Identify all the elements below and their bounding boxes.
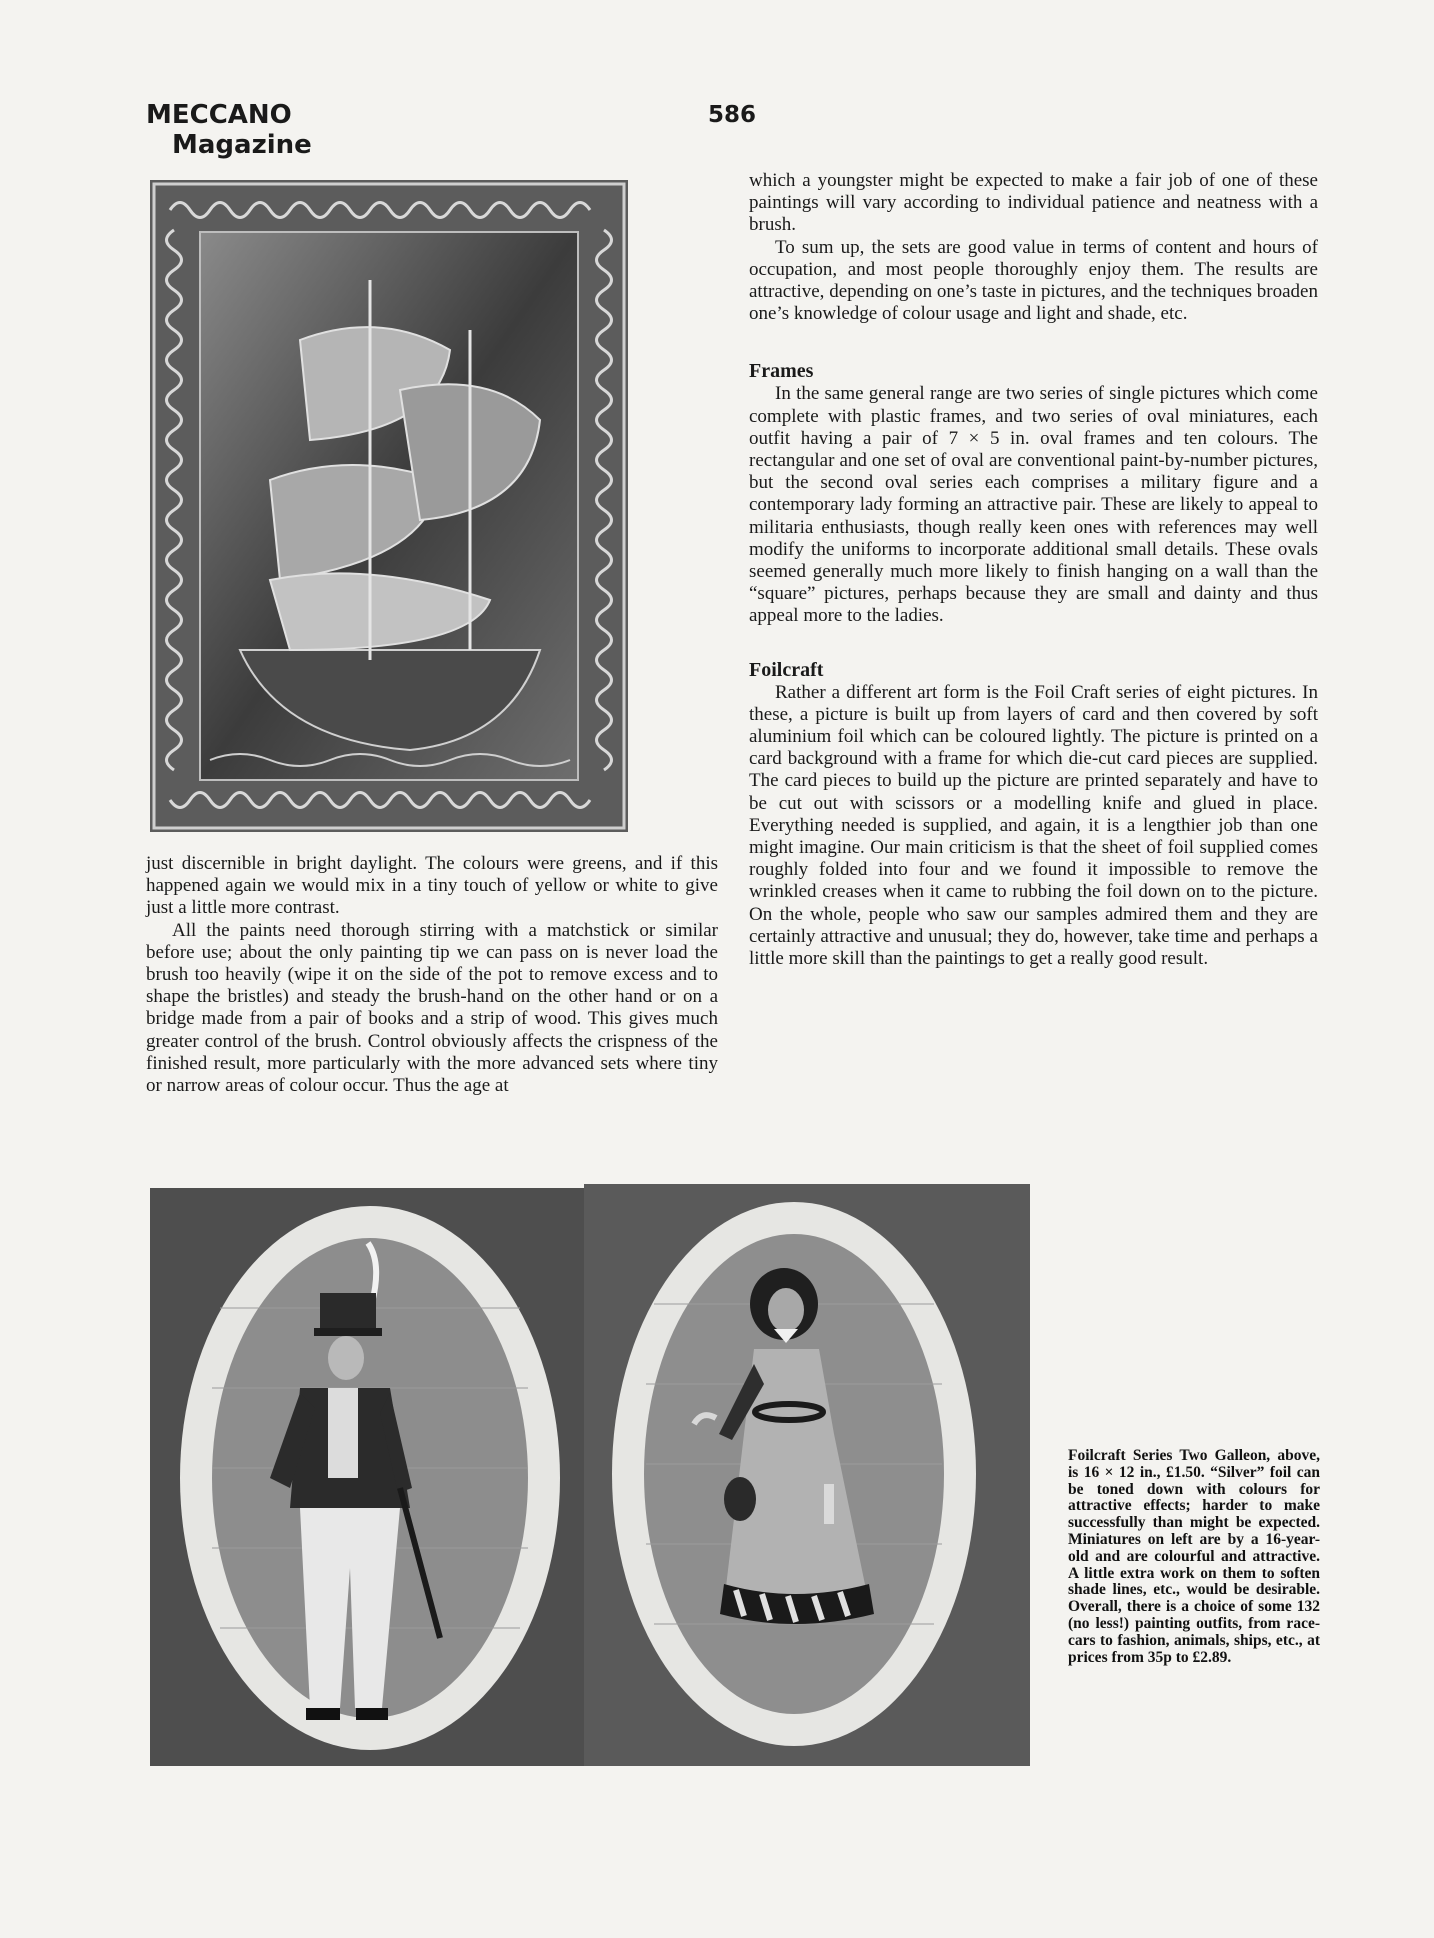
left-paragraph-1: just discernible in bright daylight. The colours were greens, and if this happened again we would mix in a tiny touch of yellow or white to give just a little more contrast. [146, 853, 718, 919]
soldier-miniature-photo [150, 1188, 588, 1766]
foilcraft-paragraph: Rather a different art form is the Foil Craft series of eight pictures. In these, a picture is built up from layers of card and then covered by soft aluminium foil which can be coloured lightly. The picture is printed on a card background with a frame for which die-cut card pieces are supplied. The card pieces to build up the picture are printed separately and have to be cut out with scissors or a modelling knife and glued in place. Everything needed is supplied, and again, it is a lengthier job than one might imagine. Our main criticism is that the sheet of foil supplied comes roughly folded into four and we found it impossible to remove the wrinkled creases when it came to rubbing the foil down on to the picture. On the whole, people who saw our samples admired them and they are certainly attractive and unusual; they do, however, take time and perhaps a little more skill than the paintings to get a really good result. [749, 681, 1318, 970]
frames-paragraph: In the same general range are two series of single pictures which come complete with plastic frames, and two series of oval miniatures, each outfit having a pair of 7 × 5 in. oval frames and ten colours. The rectangular and one set of oval are conventional paint-by-number pictures, but the second oval series each comprises a military figure and a contemporary lady forming an attractive pair. These are likely to appeal to militaria enthusiasts, though really keen ones with references may well modify the uniforms to incorporate additional small details. These ovals seemed generally much more likely to finish hanging on a wall than the “square” pictures, perhaps because they are small and dainty and thus appeal more to the ladies. [749, 383, 1318, 627]
lady-miniature-photo [584, 1184, 1030, 1766]
left-column [146, 853, 718, 1097]
foilcraft-heading: Foilcraft [749, 658, 824, 681]
photo-caption: Foilcraft Series Two Galleon, above, is 16 × 12 in., £1.50. “Silver” foil can be toned down with colours for attractive effects; harder to make successfully than might be expected. Miniatures on left are by a 16-year-old and are colourful and attractive. A little extra work on them to soften shade lines, etc., would be desirable. Overall, there is a choice of some 132 (no less!) painting outfits, from race-cars to fashion, animals, ships, etc., at prices from 35p to £2.89. [1068, 1447, 1320, 1666]
masthead [146, 100, 312, 160]
galleon-foil-photo [150, 180, 628, 832]
left-paragraph-2: All the paints need thorough stirring with a matchstick or similar before use; about the only painting tip we can pass on is never load the brush too heavily (wipe it on the side of the pot to remove excess and to shape the bristles) and steady the brush-hand on the other hand or on a bridge made from a pair of books and a strip of wood. This gives much greater control of the brush. Control obviously affects the crispness of the finished result, more particularly with the more advanced sets where tiny or narrow areas of colour occur. Thus the age at [146, 919, 718, 1097]
right-paragraph-1: which a youngster might be expected to make a fair job of one of these paintings will vary according to individual patience and neatness with a brush. [749, 170, 1318, 236]
masthead-subtitle: Magazine [172, 130, 312, 160]
masthead-title: MECCANO [146, 100, 292, 130]
page-number: 586 [708, 102, 757, 128]
right-column [749, 170, 1318, 970]
frames-heading: Frames [749, 360, 814, 383]
right-paragraph-2: To sum up, the sets are good value in terms of content and hours of occupation, and most people thoroughly enjoy them. The results are attractive, depending on one’s taste in pictures, and the techniques broaden one’s knowledge of colour usage and light and shade, etc. [749, 236, 1318, 325]
